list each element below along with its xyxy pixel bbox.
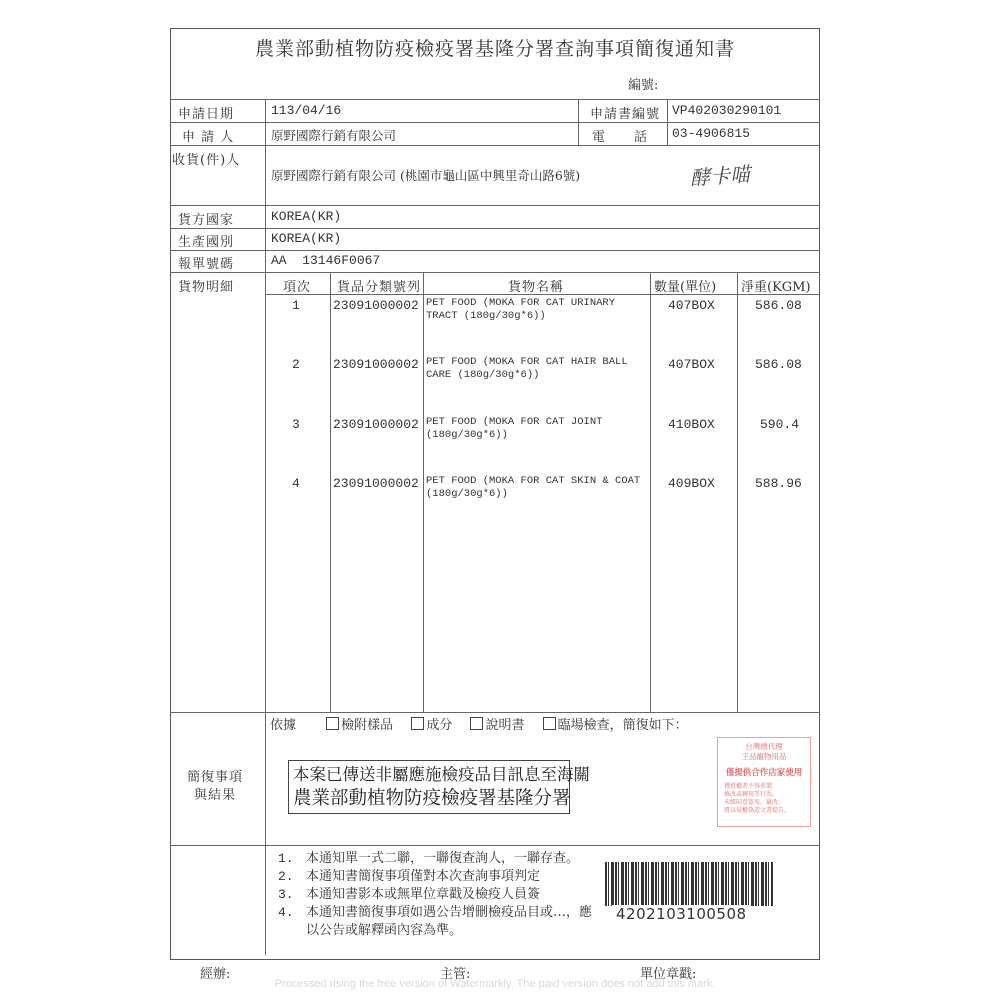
column-header-hs-code: 貨品分類號列 [337, 280, 422, 295]
stamp-line2: 農業部動植物防疫檢疫署基隆分署 [293, 788, 571, 809]
note-item: 3. 本通知書影本或無單位章戳及檢疫人員簽 [278, 887, 541, 902]
overlay-line5: 修改或轉用等行為， [724, 791, 779, 798]
row-hs-code: 23091000002 [333, 476, 419, 491]
note-item: 1. 本通知單一式二聯，一聯復查詢人，一聯存查。 [278, 851, 580, 866]
row-name: PET FOOD (MOKA FOR CAT HAIR BALL CARE (180g/30g*6)) [426, 356, 628, 381]
divider [170, 250, 820, 251]
row-qty: 407BOX [668, 298, 715, 313]
divider [170, 205, 820, 206]
row-name: PET FOOD (MOKA FOR CAT URINARY TRACT (180g/30g*6)) [426, 297, 616, 322]
row-name: PET FOOD (MOKA FOR CAT SKIN & COAT (180g/30g*6)) [426, 475, 641, 500]
row-net-weight: 590.4 [760, 417, 800, 432]
overlay-line3: 僅提供合作店家使用 [725, 768, 803, 778]
handwritten-note: 酵卡喵 [689, 161, 751, 191]
row-hs-code: 23091000002 [333, 417, 419, 432]
reply-label-line1: 簡復事項 [187, 770, 244, 785]
column-header-no: 項次 [283, 280, 312, 295]
overlay-line6: 未經同意盜用、竄改， [724, 799, 785, 806]
column-header-qty: 數量(單位) [654, 280, 717, 295]
application-no-value: VP402030290101 [672, 103, 782, 118]
divider [265, 99, 266, 955]
divider [170, 145, 820, 146]
checkbox-sample-label: 檢附樣品 [341, 718, 394, 733]
divider [170, 712, 820, 713]
divider [423, 272, 424, 712]
consignee-value: 原野國際行銷有限公司 (桃園市龜山區中興里奇山路6號) [271, 168, 581, 183]
note-text: 本通知書影本或無單位章戳及檢疫人員簽 [306, 887, 541, 902]
divider [737, 272, 738, 712]
serial-number-label: 編號: [628, 78, 659, 93]
unit-seal-label: 單位章戳: [640, 967, 697, 982]
declaration-no-label: 報單號碼 [178, 257, 235, 272]
checkbox-ingredients-label: 成分 [426, 718, 453, 733]
applicant-value: 原野國際行銷有限公司 [271, 128, 397, 143]
goods-detail-label: 貨物明細 [178, 280, 235, 295]
column-header-name: 貨物名稱 [508, 280, 565, 295]
checkbox-onsite-inspection[interactable] [543, 717, 556, 730]
divider [650, 272, 651, 712]
overlay-line7: 將以侵權偽造文書提告。 [724, 807, 791, 814]
row-net-weight: 586.08 [755, 298, 802, 313]
consignee-label: 收貨(件)人 [172, 153, 241, 168]
row-no: 4 [292, 476, 300, 491]
row-hs-code: 23091000002 [333, 357, 419, 372]
barcode-icon [605, 862, 773, 906]
checkbox-manual-label: 說明書 [485, 718, 525, 733]
row-qty: 410BOX [668, 417, 715, 432]
apply-date-value: 113/04/16 [271, 103, 342, 118]
note-text: 本通知單一式二聯，一聯復查詢人，一聯存查。 [306, 851, 580, 866]
shipper-country-label: 貨方國家 [178, 213, 235, 228]
overlay-line2: 王品寵物用品 [741, 752, 787, 761]
divider [170, 122, 820, 123]
note-item [278, 922, 592, 940]
reply-label-line2: 與結果 [194, 788, 237, 803]
divider [170, 228, 820, 229]
row-no: 2 [292, 357, 300, 372]
row-no: 3 [292, 417, 300, 432]
overlay-line1: 台灣總代理 [745, 742, 783, 751]
divider [170, 845, 820, 846]
row-hs-code: 23091000002 [333, 298, 419, 313]
row-no: 1 [292, 298, 300, 313]
origin-country-value: KOREA(KR) [271, 231, 342, 246]
supervisor-label: 主管: [440, 967, 471, 982]
stamp-line1: 本案已傳送非屬應施檢疫品目訊息至海關 [293, 765, 590, 784]
watermark: Processed using the free version of Watermarkly. The paid version does not add this mark. [274, 978, 716, 990]
divider [170, 99, 820, 100]
application-no-label: 申請書編號 [590, 107, 661, 122]
handler-label: 經辦: [200, 967, 231, 982]
basis-label: 依據 [270, 718, 297, 733]
notes-list [278, 850, 592, 940]
apply-date-label: 申請日期 [178, 107, 235, 122]
note-text: 以公告或解釋函內容為準。 [306, 923, 463, 938]
phone-value: 03-4906815 [672, 126, 751, 141]
note-text: 本通知書簡復事項如遇公告增刪檢疫品目或…，應 [306, 905, 593, 920]
phone-label: 電 話 [592, 130, 649, 145]
basis-line [270, 714, 702, 733]
barcode-number: 4202103100508 [612, 905, 751, 923]
document-title: 農業部動植物防疫檢疫署基隆分署查詢事項簡復通知書 [254, 38, 735, 60]
row-name: PET FOOD (MOKA FOR CAT JOINT (180g/30g*6)) [426, 416, 603, 441]
overlay-line4: 禮授權者不得重製 [724, 783, 773, 790]
note-item: 2. 本通知書簡復事項僅對本次查詢事項判定 [278, 869, 541, 884]
checkbox-manual[interactable] [470, 717, 483, 730]
declaration-no-value: AA 13146F0067 [271, 253, 381, 268]
checkbox-sample[interactable] [326, 717, 339, 730]
shipper-country-value: KOREA(KR) [271, 209, 342, 224]
applicant-label: 申 請 人 [182, 130, 235, 145]
note-item: 4. 本通知書簡復事項如遇公告增刪檢疫品目或…，應 [278, 905, 593, 920]
divider [578, 99, 579, 145]
note-text: 本通知書簡復事項僅對本次查詢事項判定 [306, 869, 541, 884]
divider [170, 272, 820, 273]
row-net-weight: 588.96 [755, 476, 802, 491]
row-qty: 409BOX [668, 476, 715, 491]
checkbox-onsite-inspection-label: 臨場檢查，簡復如下： [557, 718, 688, 733]
agent-overlay-stamp [717, 737, 811, 827]
row-net-weight: 586.08 [755, 357, 802, 372]
divider [667, 99, 668, 145]
official-stamp [288, 760, 590, 814]
row-qty: 407BOX [668, 357, 715, 372]
divider [330, 272, 331, 712]
origin-country-label: 生產國別 [178, 235, 235, 250]
column-header-net-weight: 淨重(KGM) [741, 280, 811, 295]
checkbox-ingredients[interactable] [411, 717, 424, 730]
